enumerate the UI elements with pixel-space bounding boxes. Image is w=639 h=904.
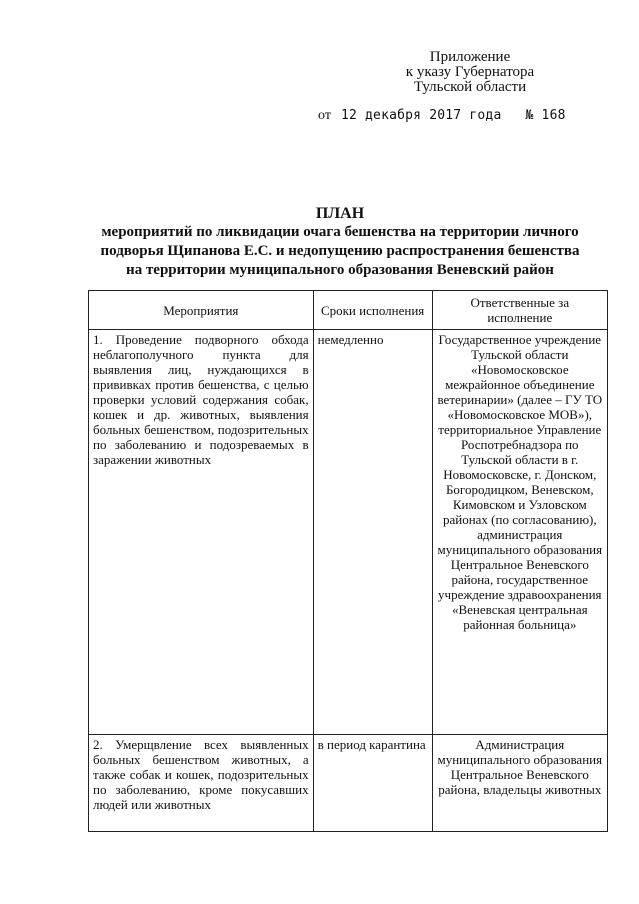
title-heading: ПЛАН [315,205,365,222]
decree-line [318,108,566,124]
appendix-line: к указу Губернатора [405,64,535,80]
appendix-block [370,50,570,95]
measure-cell: 2. Умерщвление всех выявленных больных бешенством животных, а также собак и кошек, подозрительных по заболеванию, кроме покусавших людей или животных [89,735,314,832]
deadline-cell: немедленно [313,330,432,735]
measure-cell: 1. Проведение подворного обхода неблагополучного пункта для выявления лиц, нуждающихся в прививках против бешенства, с целью проверки условий содержания собак, кошек и др. животных, выявления больных бешенством, подозрительных по заболеванию и подозреваемых в заражении животных [89,330,314,735]
table-row [89,735,608,832]
appendix-line: Тульской области [413,79,527,95]
column-header-deadline: Сроки исполнения [313,291,432,330]
plan-table [88,290,608,832]
table-header-row [89,291,608,330]
title-line: на территории муниципального образования Веневский район [126,262,554,278]
decree-number: № 168 [525,108,566,123]
responsible-cell: Администрация муниципального образования Центральное Веневского района, владельцы животных [432,735,607,832]
appendix-line: Приложение [429,49,511,65]
decree-date: 12 декабря 2017 года [340,108,502,123]
title-line: мероприятий по ликвидации очага бешенства на территории личного [101,224,579,240]
column-header-responsible: Ответственные за исполнение [432,291,607,330]
responsible-cell: Государственное учреждение Тульской области «Новомосковское межрайонное объединение ветеринарии» (далее – ГУ ТО «Новомосковское МОВ»), территориальное Управление Роспотребнадзора по Тульской области в г. Новомосковске, г. Донском, Богородицком, Веневском, Кимовском и Узловском районах (по согласованию), администрация муниципального образования Центральное Веневского района, государственное учреждение здравоохранения «Веневская центральная районная больница» [432,330,607,735]
title-line: подворья Щипанова Е.С. и недопущению распространения бешенства [100,243,580,259]
table-row [89,330,608,735]
deadline-cell: в период карантина [313,735,432,832]
column-header-measures: Мероприятия [89,291,314,330]
document-title [60,204,620,280]
decree-from-label: от [318,108,331,123]
